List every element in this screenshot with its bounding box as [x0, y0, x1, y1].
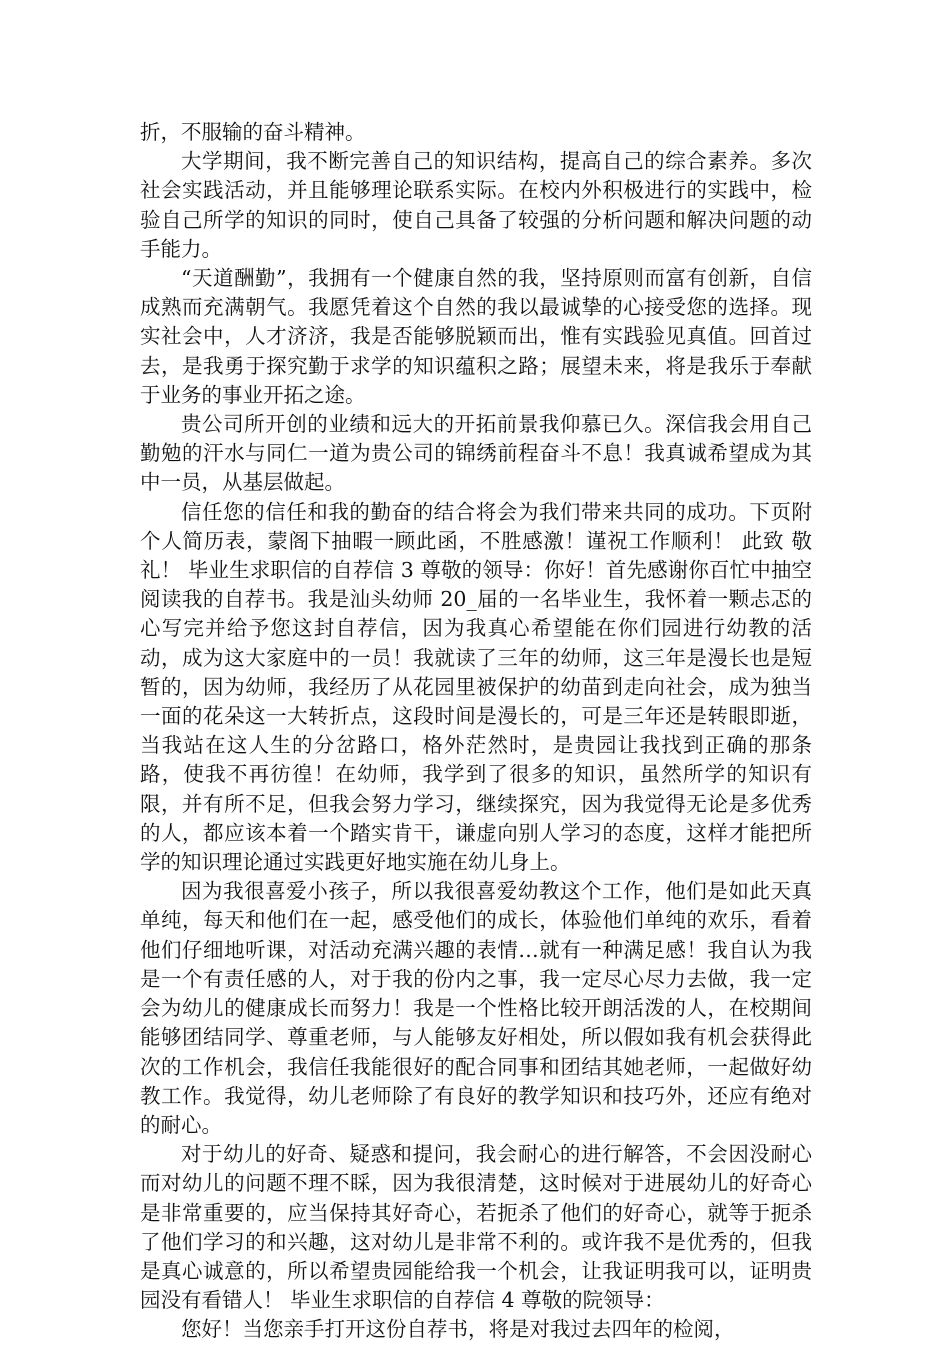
paragraph-7: 对于幼儿的好奇、疑惑和提问，我会耐心的进行解答，不会因没耐心而对幼儿的问题不理不睬，因为我很清楚，这时候对于进展幼儿的好奇心是非常重要的，应当保持其好奇心，若扼杀了他们的好奇心，就等于扼杀了他们学习的和兴趣，这对幼儿是非常不利的。或许我不是优秀的，但我是真心诚意的，所以希望贵园能给我一个机会，让我证明我可以，证明贵园没有看错人！ 毕业生求职信的自荐信 4 尊敬的院领导：	[140, 1142, 812, 1313]
document-body	[140, 118, 812, 1345]
paragraph-2: 大学期间，我不断完善自己的知识结构，提高自己的综合素养。多次社会实践活动，并且能够理论联系实际。在校内外积极进行的实践中，检验自己所学的知识的同时，使自己具备了较强的分析问题和解决问题的动手能力。	[140, 149, 812, 261]
paragraph-8: 您好！当您亲手打开这份自荐书，将是对我过去四年的检阅，	[181, 1317, 735, 1342]
paragraph-3: “天道酬勤”，我拥有一个健康自然的我，坚持原则而富有创新，自信成熟而充满朝气。我愿凭着这个自然的我以最诚挚的心接受您的选择。现实社会中，人才济济，我是否能够脱颖而出，惟有实践验见真值。回首过去，是我勇于探究勤于求学的知识蕴积之路；展望未来，将是我乐于奉献于业务的事业开拓之途。	[140, 266, 812, 407]
paragraph-4: 贵公司所开创的业绩和远大的开拓前景我仰慕已久。深信我会用自己勤勉的汗水与同仁一道为贵公司的锦绣前程奋斗不息！我真诚希望成为其中一员，从基层做起。	[140, 412, 812, 495]
paragraph-6: 因为我很喜爱小孩子，所以我很喜爱幼教这个工作，他们是如此天真单纯，每天和他们在一起，感受他们的成长，体验他们单纯的欢乐，看着他们仔细地听课，对活动充满兴趣的表情…就有一种满足感！我自认为我是一个有责任感的人，对于我的份内之事，我一定尽心尽力去做，我一定会为幼儿的健康成长而努力！我是一个性格比较开朗活泼的人，在校期间能够团结同学、尊重老师，与人能够友好相处，所以假如我有机会获得此次的工作机会，我信任我能很好的配合同事和团结其她老师，一起做好幼教工作。我觉得，幼儿老师除了有良好的教学知识和技巧外，还应有绝对的耐心。	[140, 879, 812, 1137]
paragraph-1: 折，不服输的奋斗精神。	[140, 120, 366, 144]
paragraph-5: 信任您的信任和我的勤奋的结合将会为我们带来共同的成功。下页附个人简历表，蒙阁下抽暇一顾此函，不胜感激！谨祝工作顺利！ 此致 敬礼！ 毕业生求职信的自荐信 3 尊敬的领导：你好！首先感谢你百忙中抽空阅读我的自荐书。我是汕头幼师 20_届的一名毕业生，我怀着一颗忐忑的心写完并给予您这封自荐信，因为我真心希望能在你们园进行幼教的活动，成为这大家庭中的一员！我就读了三年的幼师，这三年是漫长也是短暂的，因为幼师，我经历了从花园里被保护的幼苗到走向社会，成为独当一面的花朵这一大转折点，这段时间是漫长的，可是三年还是转眼即逝，当我站在这人生的分岔路口，格外茫然时，是贵园让我找到正确的那条路，使我不再彷徨！在幼师，我学到了很多的知识，虽然所学的知识有限，并有所不足，但我会努力学习，继续探究，因为我觉得无论是多优秀的人，都应该本着一个踏实肯干，谦虚向别人学习的态度，这样才能把所学的知识理论通过实践更好地实施在幼儿身上。	[140, 499, 812, 875]
